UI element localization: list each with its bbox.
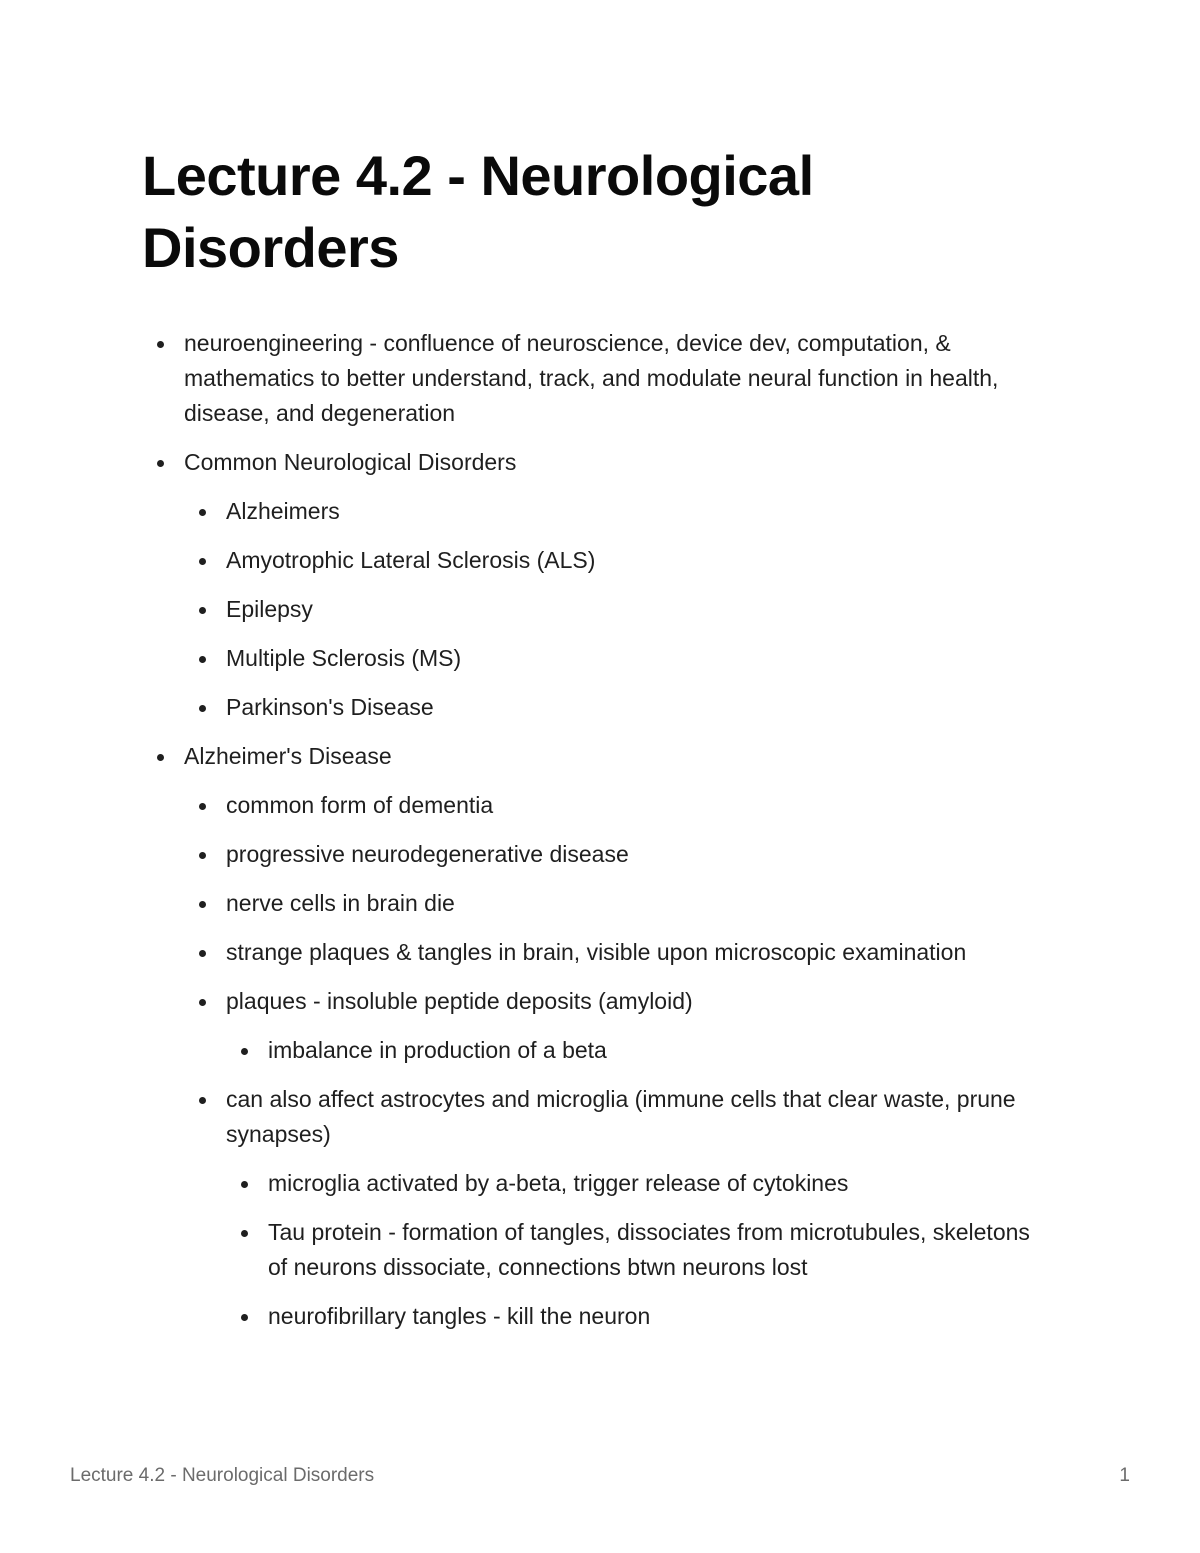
list-item-text: nerve cells in brain die xyxy=(226,890,455,916)
list-item xyxy=(184,788,1042,837)
list-item xyxy=(142,326,1042,445)
page-number: 1 xyxy=(1119,1465,1130,1486)
list-item-text: Parkinson's Disease xyxy=(226,694,434,720)
bullet-icon xyxy=(199,509,206,516)
list-item xyxy=(226,1033,1042,1082)
bullet-icon xyxy=(199,558,206,565)
bullet-icon xyxy=(199,1097,206,1104)
list-item-text: progressive neurodegenerative disease xyxy=(226,841,629,867)
footer-title: Lecture 4.2 - Neurological Disorders xyxy=(70,1465,375,1486)
list-item-text: Alzheimer's Disease xyxy=(184,743,392,769)
bullet-icon xyxy=(199,803,206,810)
list-item-text: imbalance in production of a beta xyxy=(268,1037,607,1063)
list-item xyxy=(226,1299,1042,1348)
list-item-text: can also affect astrocytes and microglia (immune cells that clear waste, prune synapses) xyxy=(226,1086,1016,1147)
bullet-icon xyxy=(241,1230,248,1237)
bullet-icon xyxy=(199,901,206,908)
list-item-text: Alzheimers xyxy=(226,498,340,524)
bullet-icon xyxy=(241,1181,248,1188)
bullet-icon xyxy=(199,950,206,957)
list-item xyxy=(226,1215,1042,1299)
bullet-icon xyxy=(157,341,164,348)
sublist xyxy=(184,494,1042,739)
bullet-icon xyxy=(199,607,206,614)
sublist xyxy=(226,1033,1042,1082)
bullet-icon xyxy=(157,460,164,467)
page-title: Lecture 4.2 - Neurological Disorders xyxy=(142,144,814,279)
list-item xyxy=(184,543,1042,592)
list-item xyxy=(184,690,1042,739)
list-item-text: Tau protein - formation of tangles, dissociates from microtubules, skeletons of neurons dissociate, connections btwn neurons lost xyxy=(268,1219,1030,1280)
list-item xyxy=(184,592,1042,641)
list-item xyxy=(142,739,1042,1348)
bullet-icon xyxy=(199,656,206,663)
list-item xyxy=(184,641,1042,690)
list-item-text: plaques - insoluble peptide deposits (amyloid) xyxy=(226,988,693,1014)
bullet-icon xyxy=(199,999,206,1006)
list-item xyxy=(142,445,1042,739)
list-item-text: Common Neurological Disorders xyxy=(184,449,517,475)
bullet-icon xyxy=(241,1314,248,1321)
list-item xyxy=(184,837,1042,886)
list-item-text: Amyotrophic Lateral Sclerosis (ALS) xyxy=(226,547,596,573)
sublist xyxy=(226,1166,1042,1348)
sublist xyxy=(184,788,1042,1348)
list-item-text: Multiple Sclerosis (MS) xyxy=(226,645,462,671)
outline-list xyxy=(142,326,1042,1348)
bullet-icon xyxy=(157,754,164,761)
list-item xyxy=(184,1082,1042,1348)
bullet-icon xyxy=(199,852,206,859)
list-item xyxy=(184,494,1042,543)
list-item-text: common form of dementia xyxy=(226,792,494,818)
bullet-icon xyxy=(241,1048,248,1055)
list-item-text: microglia activated by a-beta, trigger release of cytokines xyxy=(268,1170,849,1196)
bullet-icon xyxy=(199,705,206,712)
list-item xyxy=(184,984,1042,1082)
notes-content xyxy=(142,326,1042,1348)
list-item-text: neurofibrillary tangles - kill the neuron xyxy=(268,1303,651,1329)
list-item-text: strange plaques & tangles in brain, visible upon microscopic examination xyxy=(226,939,967,965)
list-item-text: Epilepsy xyxy=(226,596,313,622)
list-item-text: neuroengineering - confluence of neuroscience, device dev, computation, & mathematics to better understand, track, and modulate neural function in health, disease, and degeneration xyxy=(184,330,999,426)
list-item xyxy=(184,886,1042,935)
list-item xyxy=(184,935,1042,984)
list-item xyxy=(226,1166,1042,1215)
